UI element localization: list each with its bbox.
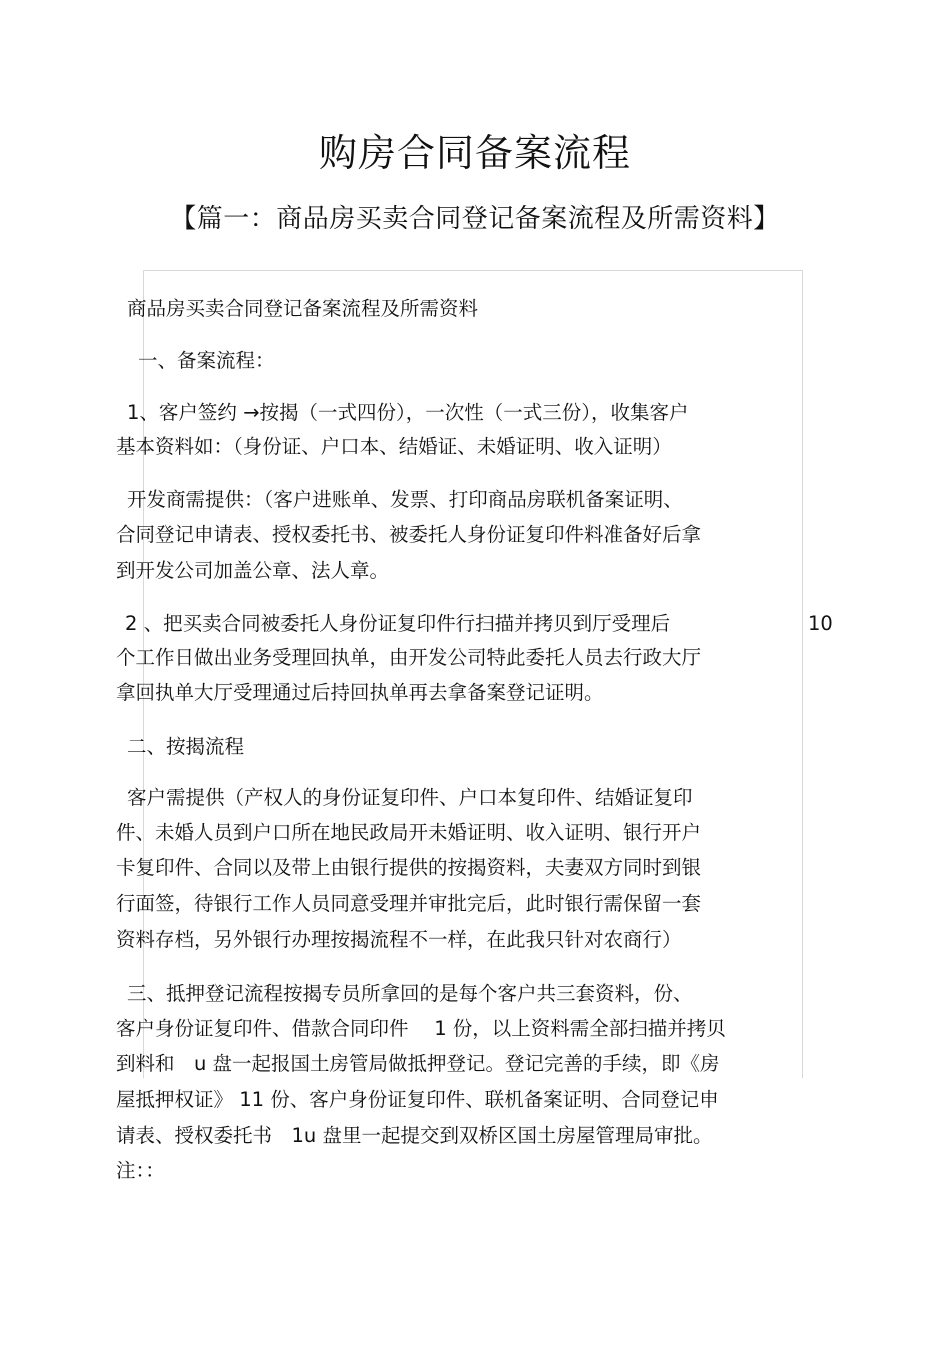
section-one-heading: 一、备案流程： <box>138 349 275 372</box>
paragraph-line: 1、客户签约 →按揭（一式四份），一次性（一式三份），收集客户 <box>127 401 689 424</box>
paragraph-line: 客户身份证复印件、借款合同印件 1 份，以上资料需全部扫描并拷贝 <box>116 1017 726 1040</box>
section-three-heading: 三、抵押登记流程按揭专员所拿回的是每个客户共三套资料，份、 <box>127 982 693 1005</box>
paragraph-line: 拿回执单大厅受理通过后持回执单再去拿备案登记证明。 <box>116 681 604 704</box>
paragraph-line: 开发商需提供：（客户进账单、发票、打印商品房联机备案证明、 <box>127 488 683 511</box>
content-frame <box>143 270 803 1078</box>
paragraph-line: 客户需提供（产权人的身份证复印件、户口本复印件、结婚证复印 <box>127 786 693 809</box>
paragraph-line: 资料存档，另外银行办理按揭流程不一样，在此我只针对农商行） <box>116 928 682 951</box>
note-label: 注：： <box>116 1159 165 1182</box>
number-ten: 10 <box>808 612 833 635</box>
paragraph-line: 行面签，待银行工作人员同意受理并审批完后，此时银行需保留一套 <box>116 892 702 915</box>
paragraph-line: 合同登记申请表、授权委托书、被委托人身份证复印件料准备好后拿 <box>116 523 702 546</box>
paragraph-line: 卡复印件、合同以及带上由银行提供的按揭资料，夫妻双方同时到银 <box>116 856 702 879</box>
paragraph-line: 个工作日做出业务受理回执单，由开发公司特此委托人员去行政大厅 <box>116 646 702 669</box>
section-heading: 商品房买卖合同登记备案流程及所需资料 <box>127 297 479 320</box>
paragraph-line: 2 、把买卖合同被委托人身份证复印件行扫描并拷贝到厅受理后 <box>125 612 671 635</box>
document-title: 购房合同备案流程 <box>318 131 631 175</box>
paragraph-line: 到开发公司加盖公章、法人章。 <box>116 559 390 582</box>
paragraph-line: 到料和 u 盘一起报国土房管局做抵押登记。登记完善的手续，即《房 <box>116 1052 720 1075</box>
document-subtitle: 【篇一：商品房买卖合同登记备案流程及所需资料】 <box>170 204 780 234</box>
paragraph-line: 屋抵押权证》 11 份、客户身份证复印件、联机备案证明、合同登记申 <box>116 1088 719 1111</box>
section-two-heading: 二、按揭流程 <box>127 735 245 758</box>
paragraph-line: 件、未婚人员到户口所在地民政局开未婚证明、收入证明、银行开户 <box>116 821 702 844</box>
paragraph-line: 基本资料如：（身份证、户口本、结婚证、未婚证明、收入证明） <box>116 435 672 458</box>
paragraph-line: 请表、授权委托书 1u 盘里一起提交到双桥区国土房屋管理局审批。 <box>116 1124 713 1147</box>
